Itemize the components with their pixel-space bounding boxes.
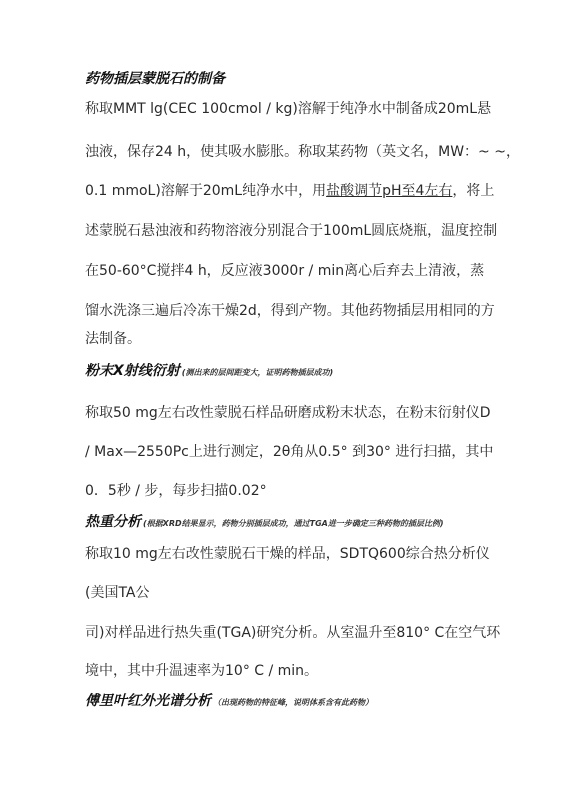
paragraph-line: 法制备。 xyxy=(85,331,141,347)
text-span: ，将上 xyxy=(452,183,495,199)
paragraph-line xyxy=(85,182,495,200)
paragraph-line: 境中，其中升温速率为10° C / min。 xyxy=(85,663,319,679)
paragraph-line: 称取MMT lg(CEC 100cmol / kg)溶解于纯净水中制备成20mL悬 xyxy=(85,101,492,117)
paragraph-line: / Max—2550Pc上进行测定，2θ角从0.5° 到30° 进行扫描，其中 xyxy=(85,444,494,460)
section-heading-tga xyxy=(85,513,495,533)
section-note-xrd: (测出来的层间距变大，证明药物插层成功) xyxy=(181,368,334,377)
section-title-preparation: 药物插层蒙脱石的制备 xyxy=(85,71,225,87)
section-note-ftir: （出现药物的特征峰，说明体系含有此药物） xyxy=(213,698,373,707)
paragraph-line: 司)对样品进行热失重(TGA)研究分析。从室温升至810° C在空气环 xyxy=(85,625,501,641)
section-note-tga: (根据XRD结果显示，药物分别插层成功，通过TGA进一步确定三种药物的插层比例) xyxy=(143,519,444,528)
paragraph-line: 在50-60°C搅拌4 h，反应液3000r / min离心后弃去上清液，蒸 xyxy=(85,263,485,279)
text-span: 0.1 mmoL)溶解于20mL纯净水中，用 xyxy=(85,183,327,199)
underlined-text: 盐酸调节pH至4左右 xyxy=(326,183,453,199)
paragraph-line: 0．5秒 / 步，每步扫描0.02° xyxy=(85,483,267,499)
paragraph-line: 述蒙脱石悬浊液和药物溶液分别混合于100mL圆底烧瓶，温度控制 xyxy=(85,223,498,239)
section-title-tga: 热重分析 xyxy=(85,514,141,530)
paragraph-line: 称取50 mg左右改性蒙脱石样品研磨成粉末状态，在粉末衍射仪D xyxy=(85,405,491,421)
paragraph-line: 浊液，保存24 h，使其吸水膨胀。称取某药物（英文名，MW：~ ~， xyxy=(85,144,520,160)
section-heading-xrd xyxy=(85,362,495,382)
section-heading-ftir xyxy=(85,692,495,712)
paragraph-line: 馏水洗涤三遍后冷冻干燥2d，得到产物。其他药物插层用相同的方 xyxy=(85,303,495,319)
section-title-ftir: 傅里叶红外光谱分析 xyxy=(85,693,211,709)
paragraph-line: (美国TA公 xyxy=(85,585,150,601)
paragraph-line: 称取10 mg左右改性蒙脱石干燥的样品，SDTQ600综合热分析仪 xyxy=(85,546,490,562)
section-title-xrd: 粉末X射线衍射 xyxy=(85,363,180,379)
